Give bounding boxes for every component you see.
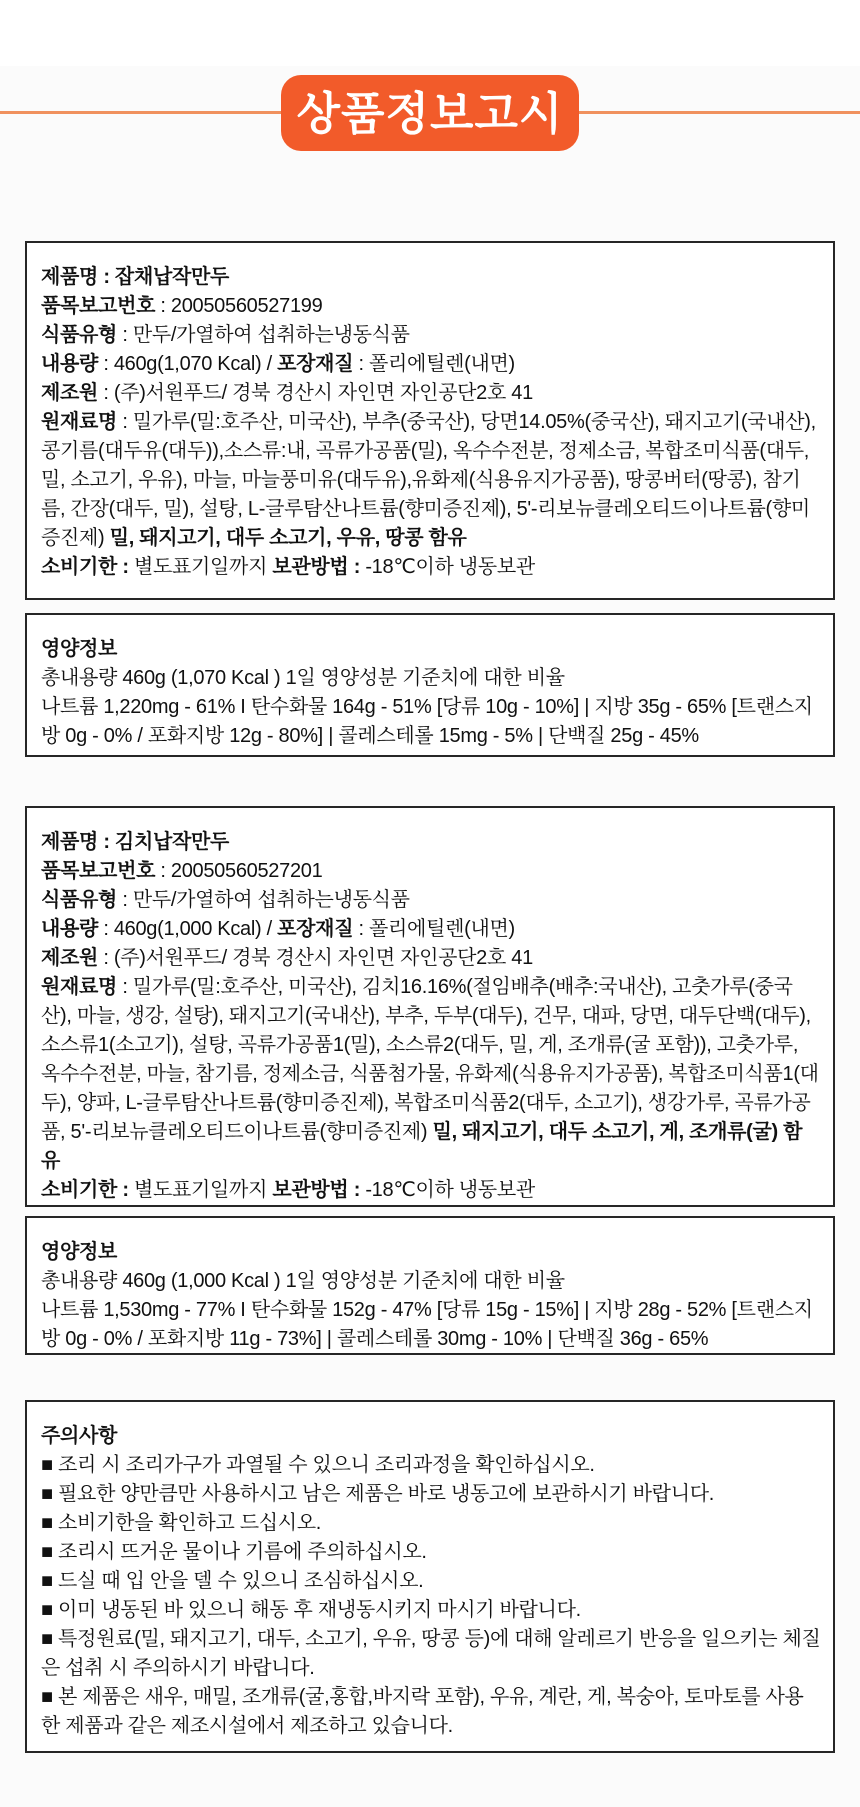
text-line — [41, 1538, 821, 1567]
text-run: 식품유형 — [41, 324, 118, 346]
precautions-box — [25, 1400, 835, 1753]
text-line — [41, 321, 821, 350]
text-line — [41, 857, 821, 886]
text-run: 별도표기일까지 — [128, 1179, 273, 1201]
text-line — [41, 1267, 821, 1296]
product-2-info-box — [25, 806, 835, 1207]
text-run: 품목보고번호 — [41, 860, 156, 882]
text-run: -18℃이하 냉동보관 — [360, 556, 535, 578]
text-run: : (주)서원푸드/ 경북 경산시 자인면 자인공단2호 41 — [98, 947, 533, 969]
text-run: ■ 조리 시 조리가구가 과열될 수 있으니 조리과정을 확인하십시오. — [41, 1454, 595, 1476]
text-run: : 460g(1,070 Kcal) / — [98, 353, 278, 375]
text-run: 나트륨 1,220mg - 61% I 탄수화물 164g - 51% [당류 10g - 10%] | 지방 35g - 65% [트랜스지방 0g - 0% / 포화지방 12g - 80%] | 콜레스테롤 15mg - 5% | 단백질 25g - 45% — [41, 696, 813, 747]
text-run: -18℃이하 냉동보관 — [360, 1179, 535, 1201]
text-line — [41, 553, 821, 582]
product-1-info-box — [25, 241, 835, 600]
text-run: : 20050560527201 — [155, 860, 323, 882]
text-run: 영양정보 — [41, 638, 118, 660]
text-line — [41, 828, 821, 857]
page-title: 상품정보고시 — [296, 87, 564, 139]
text-run: 포장재질 — [277, 918, 354, 940]
text-run: : 밀가루(밀:호주산, 미국산), 부추(중국산), 당면14.05%(중국산), 돼지고기(국내산), 콩기름(대두유(대두)),소스류:내, 곡류가공품(밀), 옥수수전분, 정제소금, 복합조미식품(대두, 밀, 소고기, 우유), 마늘, 마늘풍미유(대두유),유화제(식용유지가공품), 땅콩버터(땅콩), 참기름, 간장(대두, 밀), 설탕, L-글루탐산나트륨(향미증진제), 5'-리보뉴클레오티드이나트륨(향미증진제) — [41, 411, 816, 549]
text-run: 식품유형 — [41, 889, 118, 911]
text-run: 밀, 돼지고기, 대두 소고기, 게, 조개류(굴) 함유 — [41, 1121, 803, 1172]
text-line — [41, 408, 821, 553]
text-run: 총내용량 460g (1,070 Kcal ) 1일 영양성분 기준치에 대한 비율 — [41, 667, 565, 689]
text-run: 영양정보 — [41, 1241, 118, 1263]
text-line — [41, 1176, 821, 1205]
text-run: 품목보고번호 — [41, 295, 156, 317]
nutrition-1-box — [25, 613, 835, 757]
text-run: 소비기한 : — [41, 556, 129, 578]
text-run: 나트륨 1,530mg - 77% I 탄수화물 152g - 47% [당류 15g - 15%] | 지방 28g - 52% [트랜스지방 0g - 0% / 포화지방 11g - 73%] | 콜레스테롤 30mg - 10% | 단백질 36g - 65% — [41, 1299, 813, 1350]
text-line — [41, 1596, 821, 1625]
text-run: 별도표기일까지 — [128, 556, 273, 578]
text-run: 제조원 — [41, 382, 99, 404]
text-run: : 20050560527199 — [155, 295, 323, 317]
text-run: ■ 소비기한을 확인하고 드십시오. — [41, 1512, 322, 1534]
text-line — [41, 263, 821, 292]
text-line — [41, 350, 821, 379]
text-line — [41, 1296, 821, 1354]
page-top-white-strip — [0, 0, 860, 66]
text-run: ■ 필요한 양만큼만 사용하시고 남은 제품은 바로 냉동고에 보관하시기 바랍니다. — [41, 1483, 714, 1505]
text-run: ■ 특정원료(밀, 돼지고기, 대두, 소고기, 우유, 땅콩 등)에 대해 알레르기 반응을 일으키는 체질은 섭취 시 주의하시기 바랍니다. — [41, 1628, 821, 1679]
text-run: 제품명 : 잡채납작만두 — [41, 266, 230, 288]
text-run: : 460g(1,000 Kcal) / — [98, 918, 278, 940]
text-line — [41, 1451, 821, 1480]
text-line — [41, 292, 821, 321]
text-line — [41, 1509, 821, 1538]
text-run: 내용량 — [41, 353, 99, 375]
text-run: 제품명 : 김치납작만두 — [41, 831, 230, 853]
text-run: 원재료명 — [41, 976, 118, 998]
text-run: : 폴리에틸렌(내면) — [353, 353, 515, 375]
text-line — [41, 1567, 821, 1596]
text-line — [41, 1625, 821, 1683]
text-run: 밀, 돼지고기, 대두 소고기, 우유, 땅콩 함유 — [109, 527, 467, 549]
text-line — [41, 1422, 821, 1451]
text-line — [41, 1238, 821, 1267]
text-run: : 밀가루(밀:호주산, 미국산), 김치16.16%(절임배추(배추:국내산), 고춧가루(중국산), 마늘, 생강, 설탕), 돼지고기(국내산), 부추, 두부(대두), 건무, 대파, 당면, 대두단백(대두), 소스류1(소고기), 설탕, 곡류가공품1(밀), 소스류2(대두, 밀, 게, 조개류(굴 포함)), 고춧가루, 옥수수전분, 마늘, 참기름, 정제소금, 식품첨가물, 유화제(식용유지가공품), 복합조미식품1(대두), 양파, L-글루탐산나트륨(향미증진제), 복합조미식품2(대두, 소고기), 생강가루, 곡류가공품, 5'-리보뉴클레오티드이나트륨(향미증진제) — [41, 976, 819, 1143]
text-line — [41, 973, 821, 1176]
text-run: 보관방법 : — [272, 556, 361, 578]
text-run: 총내용량 460g (1,000 Kcal ) 1일 영양성분 기준치에 대한 비율 — [41, 1270, 565, 1292]
text-line — [41, 664, 821, 693]
text-line — [41, 1683, 821, 1741]
text-run: 보관방법 : — [272, 1179, 361, 1201]
text-line — [41, 1480, 821, 1509]
text-run: ■ 본 제품은 새우, 매밀, 조개류(굴,홍합,바지락 포함), 우유, 계란, 게, 복숭아, 토마토를 사용한 제품과 같은 제조시설에서 제조하고 있습니다. — [41, 1686, 804, 1737]
text-line — [41, 635, 821, 664]
text-line — [41, 915, 821, 944]
text-line — [41, 886, 821, 915]
text-run: 원재료명 — [41, 411, 118, 433]
title-badge — [281, 75, 579, 151]
text-run: : 폴리에틸렌(내면) — [353, 918, 515, 940]
text-run: 소비기한 : — [41, 1179, 129, 1201]
text-run: 포장재질 — [277, 353, 354, 375]
nutrition-2-box — [25, 1216, 835, 1355]
text-run: 제조원 — [41, 947, 99, 969]
text-run: ■ 조리시 뜨거운 물이나 기름에 주의하십시오. — [41, 1541, 427, 1563]
text-run: 내용량 — [41, 918, 99, 940]
text-run: : 만두/가열하여 섭취하는냉동식품 — [117, 889, 410, 911]
text-run: : (주)서원푸드/ 경북 경산시 자인면 자인공단2호 41 — [98, 382, 533, 404]
text-run: ■ 드실 때 입 안을 델 수 있으니 조심하십시오. — [41, 1570, 424, 1592]
text-line — [41, 379, 821, 408]
text-run: ■ 이미 냉동된 바 있으니 해동 후 재냉동시키지 마시기 바랍니다. — [41, 1599, 581, 1621]
text-line — [41, 944, 821, 973]
text-line — [41, 693, 821, 751]
text-run: : 만두/가열하여 섭취하는냉동식품 — [117, 324, 410, 346]
text-run: 주의사항 — [41, 1425, 118, 1447]
